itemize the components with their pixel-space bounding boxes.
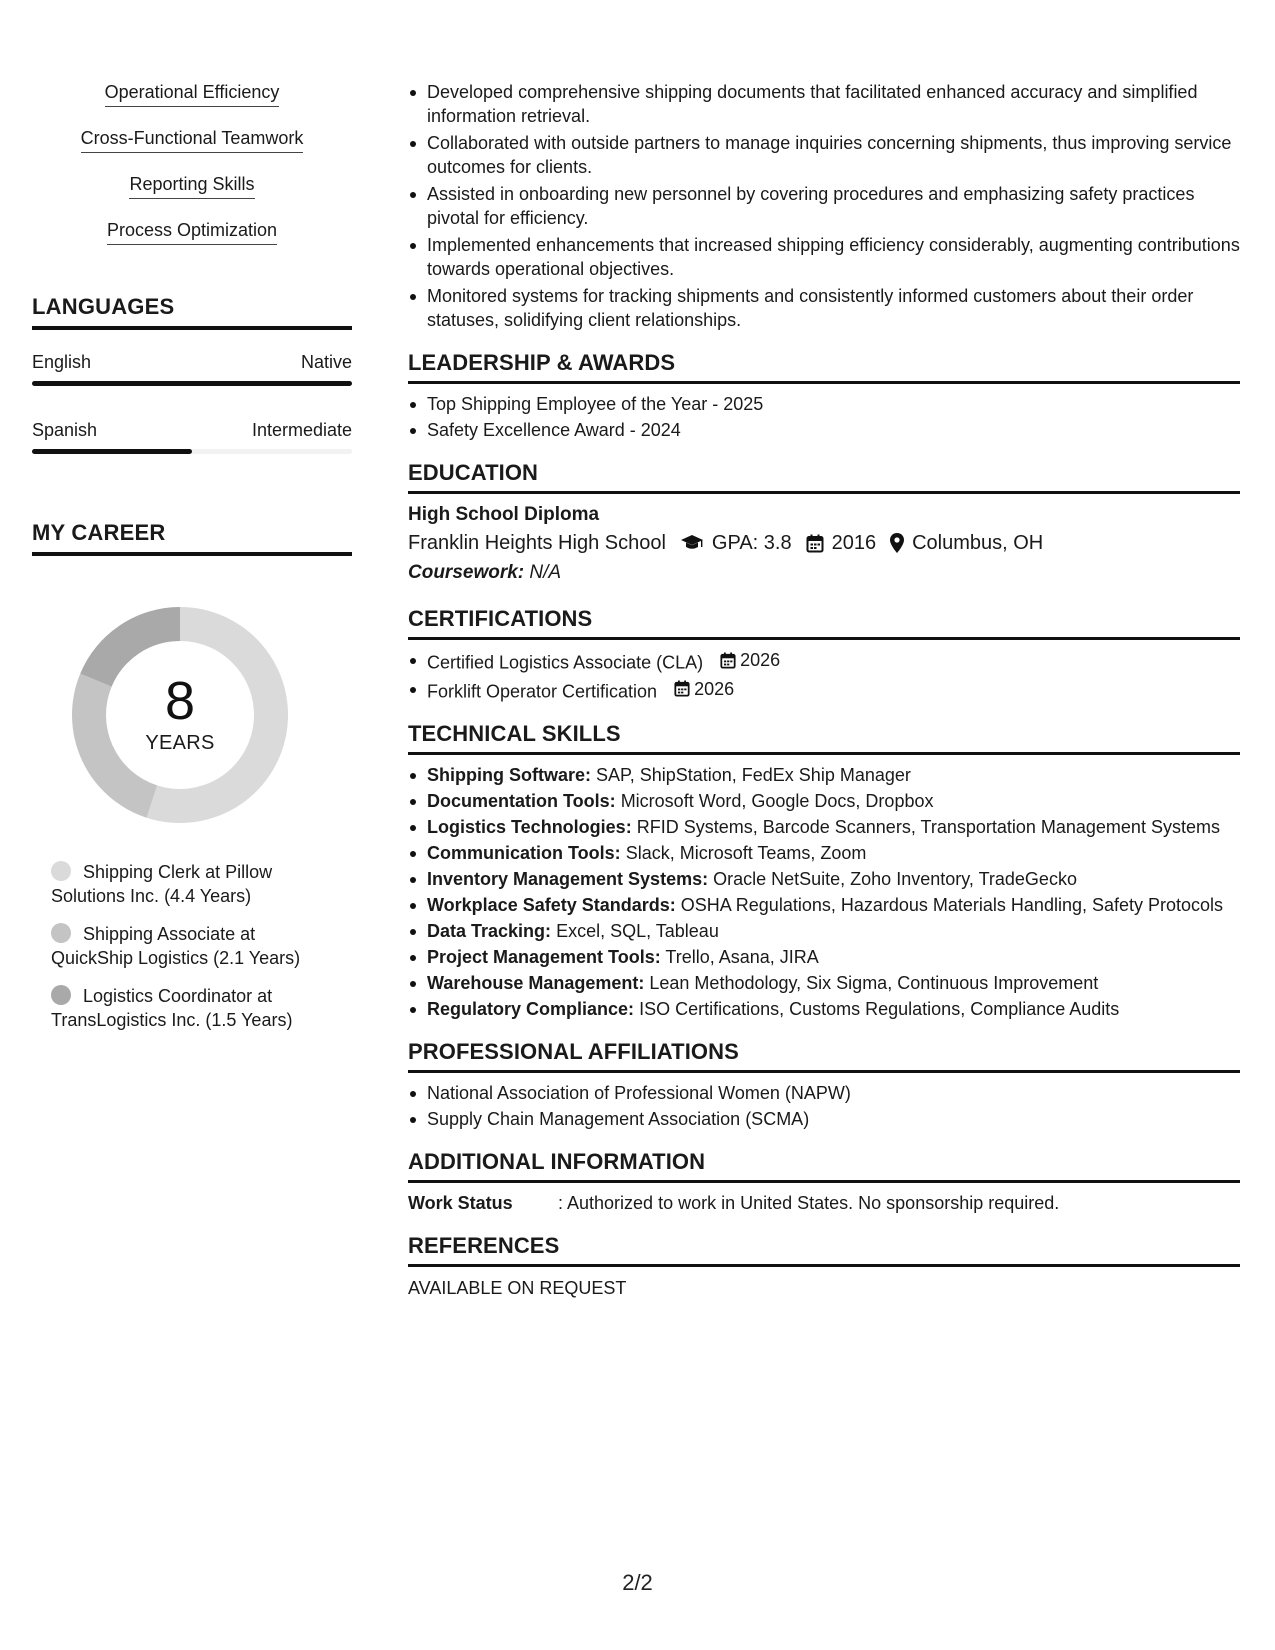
technical-skill-value: RFID Systems, Barcode Scanners, Transportation Management Systems	[636, 817, 1220, 837]
experience-bullet: Monitored systems for tracking shipments and consistently informed customers about their order statuses, solidifying client relationships.	[408, 284, 1240, 332]
calendar-icon	[806, 534, 824, 553]
technical-skills-heading: TECHNICAL SKILLS	[408, 721, 1240, 755]
technical-skill-label: Workplace Safety Standards:	[427, 895, 676, 915]
technical-skill-value: Lean Methodology, Six Sigma, Continuous Improvement	[649, 973, 1099, 993]
experience-bullet: Collaborated with outside partners to manage inquiries concerning shipments, thus improving service outcomes for clients.	[408, 131, 1240, 179]
technical-skill-label: Communication Tools:	[427, 843, 621, 863]
language-bar-fill	[32, 381, 352, 386]
education-location: Columbus, OH	[912, 532, 1044, 554]
right-column	[408, 80, 1240, 1301]
language-bar	[32, 381, 352, 386]
award-item: Safety Excellence Award - 2024	[408, 418, 1240, 442]
certification-item	[408, 677, 1240, 704]
career-donut-chart	[65, 600, 295, 830]
affiliations-list	[408, 1081, 1240, 1131]
technical-skill-label: Inventory Management Systems:	[427, 869, 709, 889]
experience-bullet: Assisted in onboarding new personnel by covering procedures and emphasizing safety practices pivotal for efficiency.	[408, 182, 1240, 230]
skill-tag: Operational Efficiency	[105, 80, 280, 107]
technical-skill-item	[408, 763, 1240, 787]
affiliation-item: National Association of Professional Women (NAPW)	[408, 1081, 1240, 1105]
education-details	[408, 528, 1240, 558]
affiliations-heading: PROFESSIONAL AFFILIATIONS	[408, 1039, 1240, 1073]
career-legend	[51, 860, 311, 1032]
page-number: 2/2	[622, 1570, 653, 1595]
technical-skill-item	[408, 789, 1240, 813]
certification-year: 2026	[694, 678, 735, 699]
experience-bullet: Developed comprehensive shipping documents that facilitated enhanced accuracy and simplified information retrieval.	[408, 80, 1240, 128]
skill-tag: Reporting Skills	[129, 172, 254, 199]
technical-skill-item	[408, 867, 1240, 891]
technical-skill-label: Logistics Technologies:	[427, 817, 632, 837]
language-name: English	[32, 352, 92, 372]
career-item-text: Logistics Coordinator at TransLogistics Inc. (1.5 Years)	[51, 986, 293, 1030]
education-degree: High School Diploma	[408, 504, 600, 525]
technical-skill-value: SAP, ShipStation, FedEx Ship Manager	[596, 765, 911, 785]
graduation-cap-icon	[680, 534, 704, 552]
experience-bullet: Implemented enhancements that increased shipping efficiency considerably, augmenting contributions towards operational objectives.	[408, 233, 1240, 281]
language-bar-fill	[32, 449, 192, 454]
language-level: Intermediate	[251, 420, 352, 440]
language-level: Native	[300, 352, 352, 372]
coursework-label: Coursework:	[408, 562, 525, 583]
languages-heading: LANGUAGES	[32, 294, 352, 330]
career-item	[51, 860, 311, 908]
career-item	[51, 984, 311, 1032]
additional-info-heading: ADDITIONAL INFORMATION	[408, 1149, 1240, 1183]
affiliation-item: Supply Chain Management Association (SCMA)	[408, 1107, 1240, 1131]
technical-skill-label: Project Management Tools:	[427, 947, 661, 967]
skill-tag: Cross-Functional Teamwork	[81, 126, 304, 153]
technical-skill-item	[408, 815, 1240, 839]
technical-skill-value: Trello, Asana, JIRA	[665, 947, 819, 967]
left-column	[32, 80, 352, 1046]
work-status-row	[408, 1191, 1240, 1215]
education-gpa: GPA: 3.8	[711, 532, 792, 554]
education-coursework	[408, 558, 1240, 588]
language-english	[32, 352, 352, 386]
certifications-heading: CERTIFICATIONS	[408, 606, 1240, 640]
coursework-value: N/A	[529, 562, 562, 583]
technical-skill-item	[408, 841, 1240, 865]
legend-dot-icon	[51, 985, 71, 1005]
certification-year: 2026	[740, 650, 781, 670]
language-name: Spanish	[32, 420, 98, 440]
technical-skill-item	[408, 893, 1240, 917]
technical-skill-label: Data Tracking:	[427, 921, 552, 941]
technical-skill-label: Warehouse Management:	[427, 973, 645, 993]
awards-list	[408, 392, 1240, 442]
legend-dot-icon	[51, 861, 71, 881]
technical-skill-label: Documentation Tools:	[427, 791, 616, 811]
experience-bullets	[408, 80, 1240, 332]
location-pin-icon	[890, 533, 904, 553]
career-item-text: Shipping Associate at QuickShip Logistics (2.1 Years)	[51, 924, 301, 968]
award-item: Top Shipping Employee of the Year - 2025	[408, 392, 1240, 416]
certification-name: Forklift Operator Certification	[427, 681, 658, 701]
technical-skills-list	[408, 763, 1240, 1021]
technical-skill-value: Microsoft Word, Google Docs, Dropbox	[620, 791, 934, 811]
career-heading: MY CAREER	[32, 520, 352, 556]
technical-skill-item	[408, 971, 1240, 995]
technical-skill-item	[408, 997, 1240, 1021]
calendar-icon	[674, 680, 690, 697]
technical-skill-value: Slack, Microsoft Teams, Zoom	[625, 843, 867, 863]
technical-skill-item	[408, 919, 1240, 943]
language-spanish	[32, 420, 352, 454]
work-status-value: : Authorized to work in United States. No sponsorship required.	[558, 1193, 1060, 1213]
work-status-label: Work Status	[408, 1193, 513, 1213]
education-year: 2016	[831, 532, 877, 554]
awards-heading: LEADERSHIP & AWARDS	[408, 350, 1240, 384]
technical-skill-value: OSHA Regulations, Hazardous Materials Handling, Safety Protocols	[680, 895, 1224, 915]
calendar-icon	[720, 652, 736, 669]
soft-skills-list	[32, 80, 352, 264]
references-text: AVAILABLE ON REQUEST	[408, 1278, 627, 1298]
certification-item	[408, 648, 1240, 675]
language-bar	[32, 449, 352, 454]
technical-skill-value: Excel, SQL, Tableau	[556, 921, 719, 941]
technical-skill-value: ISO Certifications, Customs Regulations, Compliance Audits	[639, 999, 1120, 1019]
certifications-list	[408, 648, 1240, 703]
certification-name: Certified Logistics Associate (CLA)	[427, 652, 704, 673]
career-item-text: Shipping Clerk at Pillow Solutions Inc. (4.4 Years)	[51, 862, 273, 906]
career-years-number: 8	[164, 671, 196, 731]
education-heading: EDUCATION	[408, 460, 1240, 494]
technical-skill-label: Regulatory Compliance:	[427, 999, 635, 1019]
career-item	[51, 922, 311, 970]
technical-skill-label: Shipping Software:	[427, 765, 591, 785]
career-years-unit: YEARS	[145, 732, 215, 754]
references-heading: REFERENCES	[408, 1233, 1240, 1267]
technical-skill-value: Oracle NetSuite, Zoho Inventory, TradeGecko	[713, 869, 1077, 889]
legend-dot-icon	[51, 923, 71, 943]
skill-tag: Process Optimization	[107, 218, 277, 245]
technical-skill-item	[408, 945, 1240, 969]
education-school: Franklin Heights High School	[408, 532, 666, 554]
